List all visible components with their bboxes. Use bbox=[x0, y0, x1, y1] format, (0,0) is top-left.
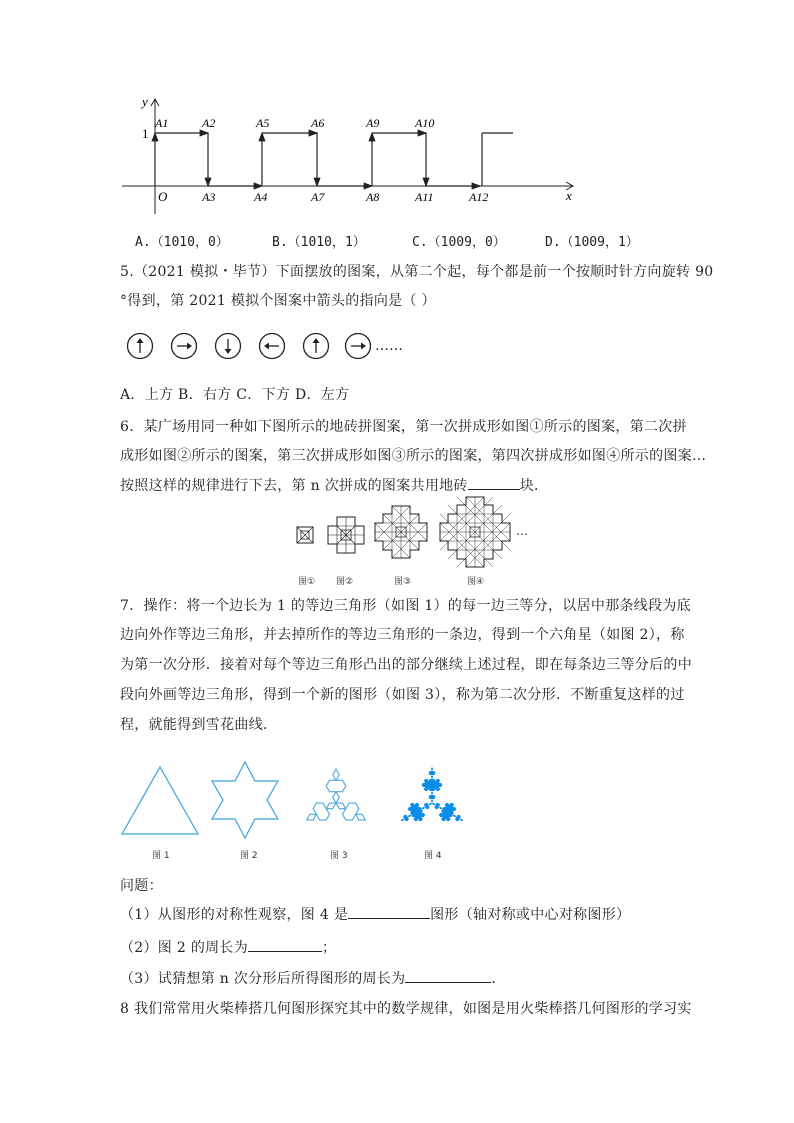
option-b[interactable]: B.（1010，1） bbox=[272, 235, 366, 250]
option-c[interactable]: C.（1009，0） bbox=[412, 235, 506, 250]
arrow-right-icon bbox=[170, 332, 198, 360]
q7-sub1-blank[interactable] bbox=[348, 906, 430, 919]
hexagram-figure bbox=[206, 760, 284, 840]
point-label: A4 bbox=[254, 190, 268, 204]
q6-text-line1: 6．某广场用同一种如下图所示的地砖拼图案，第一次拼成形如图①所示的图案，第二次拼 bbox=[120, 419, 687, 435]
point-label: A5 bbox=[256, 116, 270, 130]
q7-sub1: （1）从图形的对称性观察，图 4 是 图形（轴对称或中心对称图形） bbox=[120, 907, 631, 923]
tile-pattern-4 bbox=[439, 496, 511, 568]
fractal-caption-3: 图 3 bbox=[330, 851, 348, 861]
point-label: A6 bbox=[311, 116, 325, 130]
tile-caption-2: 图② bbox=[336, 577, 354, 587]
point-label: A8 bbox=[366, 190, 380, 204]
q6-ellipsis: … bbox=[516, 524, 528, 538]
tile-caption-1: 图① bbox=[298, 577, 316, 587]
q7-text-line4: 段向外画等边三角形，得到一个新的图形（如图 3），称为第二次分形．不断重复这样的过 bbox=[120, 687, 685, 703]
one-label: 1 bbox=[142, 126, 149, 141]
arrow-up-icon bbox=[126, 332, 154, 360]
arrow-up-icon bbox=[302, 332, 330, 360]
q5-text-line1: 5.（2021 模拟・毕节）下面摆放的图案，从第二个起，每个都是前一个按顺时针方向旋转 90 bbox=[120, 264, 714, 280]
point-label: A10 bbox=[415, 116, 435, 130]
q7-sub2-blank[interactable] bbox=[248, 939, 322, 952]
tile-pattern-2 bbox=[327, 516, 365, 554]
origin-label: O bbox=[158, 189, 168, 204]
tile-caption-4: 图④ bbox=[467, 577, 485, 587]
q5-ellipsis: …… bbox=[375, 338, 403, 354]
tile-pattern-3 bbox=[374, 505, 428, 559]
q7-text-line5: 程，就能得到雪花曲线． bbox=[120, 717, 278, 733]
fractal-caption-2: 图 2 bbox=[240, 851, 258, 861]
step-graph bbox=[110, 92, 590, 217]
point-label: A9 bbox=[366, 116, 380, 130]
q7-text-line1: 7．操作：将一个边长为 1 的等边三角形（如图 1）的每一边三等分，以居中那条线段为底 bbox=[120, 598, 691, 614]
option-a[interactable]: A.（1010，0） bbox=[135, 235, 229, 250]
arrow-left-icon bbox=[258, 332, 286, 360]
q7-sub3: （3）试猜想第 n 次分形后所得图形的周长为 ． bbox=[120, 971, 506, 987]
questions-label: 问题： bbox=[120, 878, 163, 894]
point-label: A1 bbox=[155, 116, 169, 130]
x-label: x bbox=[566, 188, 572, 203]
q7-text-line2: 边向外作等边三角形，并去掉所作的等边三角形的一条边，得到一个六角星（如图 2），称 bbox=[120, 627, 685, 643]
q6-text-line3: 按照这样的规律进行下去，第 n 次拼成的图案共用地砖 块． bbox=[120, 478, 549, 494]
q7-sub3-blank[interactable] bbox=[405, 970, 491, 983]
q6-text-line2: 成形如图②所示的图案，第三次拼成形如图③所示的图案，第四次拼成形如图④所示的图案… bbox=[120, 448, 707, 464]
fractal-caption-4: 图 4 bbox=[424, 851, 442, 861]
arrow-right-icon bbox=[344, 332, 372, 360]
y-label: y bbox=[142, 94, 148, 109]
q5-options: A．上方 B．右方 C．下方 D．左方 bbox=[120, 387, 350, 403]
q6-answer-blank[interactable] bbox=[468, 477, 520, 490]
option-d[interactable]: D.（1009，1） bbox=[545, 235, 639, 250]
arrow-down-icon bbox=[214, 332, 242, 360]
q5-text-line2: °得到，第 2021 模拟个图案中箭头的指向是（ ） bbox=[120, 293, 436, 309]
q7-sub2: （2）图 2 的周长为 ； bbox=[120, 940, 337, 956]
point-label: A3 bbox=[202, 190, 216, 204]
q8-text-line1: 8 我们常常用火柴棒搭几何图形探究其中的数学规律，如图是用火柴棒搭几何图形的学习实 bbox=[120, 1001, 692, 1017]
snowflake-filled-figure bbox=[390, 760, 474, 842]
snowflake-outline-figure bbox=[296, 760, 376, 842]
fractal-caption-1: 图 1 bbox=[152, 851, 170, 861]
point-label: A7 bbox=[311, 190, 325, 204]
tile-caption-3: 图③ bbox=[394, 577, 412, 587]
point-label: A11 bbox=[415, 190, 434, 204]
triangle-figure bbox=[118, 762, 202, 840]
point-label: A12 bbox=[469, 190, 489, 204]
tile-pattern-1 bbox=[296, 526, 314, 544]
q7-text-line3: 为第一次分形．接着对每个等边三角形凸出的部分继续上述过程，即在每条边三等分后的中 bbox=[120, 657, 692, 673]
point-label: A2 bbox=[202, 116, 216, 130]
